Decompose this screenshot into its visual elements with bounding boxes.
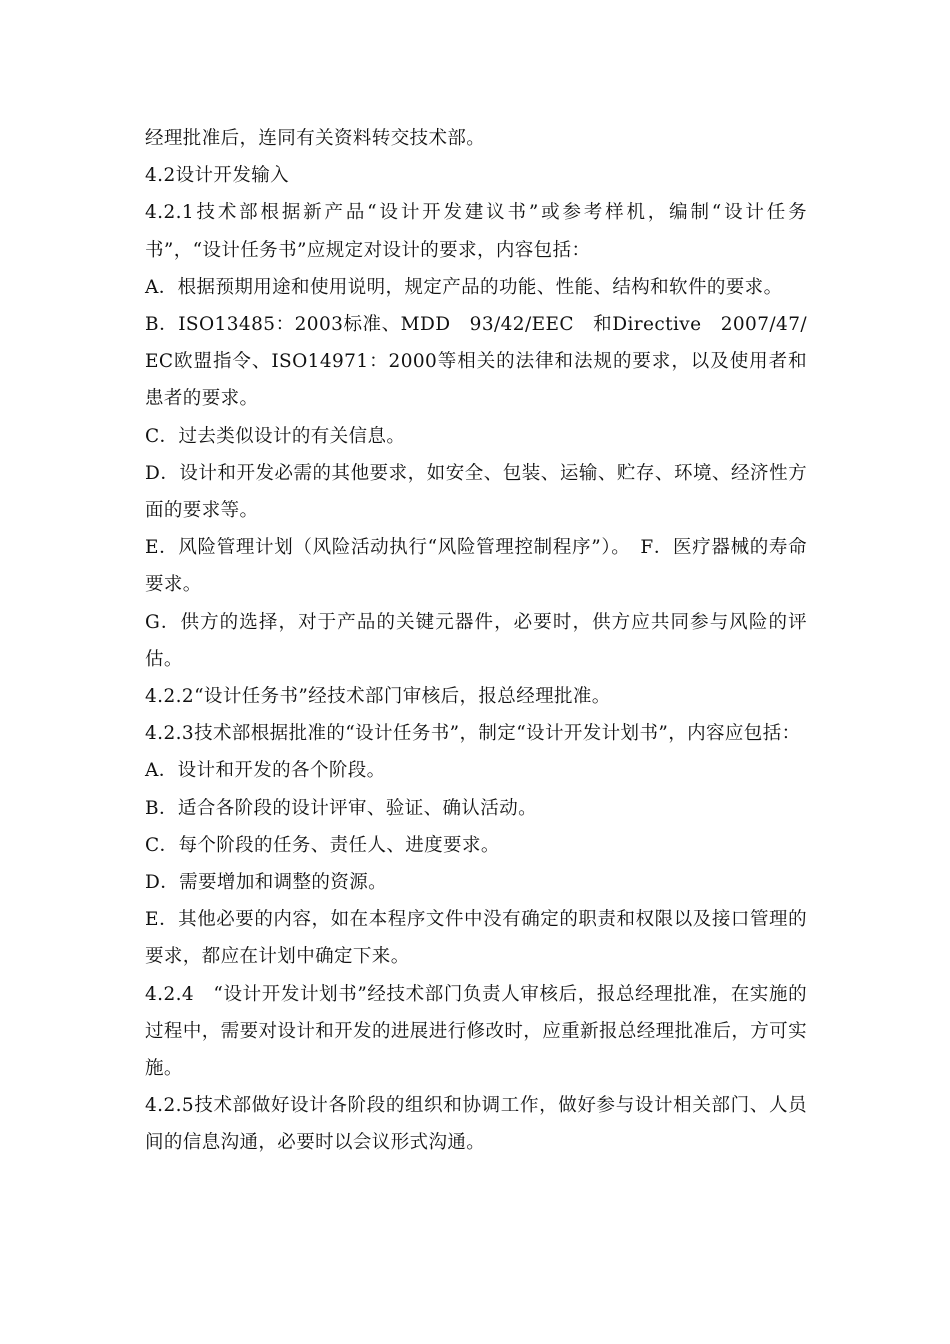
list-item-b-review-verification: B．适合各阶段的设计评审、验证、确认活动。	[145, 797, 537, 819]
list-item-e-other-content: E．其他必要的内容，如在本程序文件中没有确定的职责和权限以及接口管理的要求，都应在计划中确定下来。	[145, 909, 807, 968]
paragraph-4-2-4: 4.2.4 “设计开发计划书”经技术部门负责人审核后，报总经理批准，在实施的过程中，需要对设计和开发的进展进行修改时，应重新报总经理批准后，方可实施。	[145, 983, 807, 1080]
list-item-d-resources: D．需要增加和调整的资源。	[145, 872, 388, 894]
list-item-b-standards: B．ISO13485：2003标准、MDD 93/42/EEC 和Directive 2007/47/EC欧盟指令、ISO14971：2000等相关的法律和法规的要求，以及使用者和患者的要求。	[145, 314, 807, 410]
list-item-g-supplier-selection: G．供方的选择，对于产品的关键元器件，必要时，供方应共同参与风险的评估。	[145, 611, 807, 670]
paragraph-approval-transfer: 经理批准后，连同有关资料转交技术部。	[145, 128, 486, 149]
paragraph-4-2-5: 4.2.5技术部做好设计各阶段的组织和协调工作，做好参与设计相关部门、人员间的信息沟通，必要时以会议形式沟通。	[145, 1095, 807, 1154]
list-item-c-similar-designs: C．过去类似设计的有关信息。	[145, 425, 406, 447]
list-item-a-intended-use: A．根据预期用途和使用说明，规定产品的功能、性能、结构和软件的要求。	[145, 276, 783, 298]
paragraph-4-2-3: 4.2.3技术部根据批准的“设计任务书”，制定“设计开发计划书”，内容应包括：	[145, 723, 801, 745]
list-item-d-other-requirements: D．设计和开发必需的其他要求，如安全、包装、运输、贮存、环境、经济性方面的要求等。	[145, 462, 807, 522]
document-body	[145, 120, 807, 1162]
list-item-e-f-risk-and-lifetime: E．风险管理计划（风险活动执行“风险管理控制程序”）。 F．医疗器械的寿命要求。	[145, 537, 807, 596]
heading-4-2-design-input: 4.2设计开发输入	[145, 165, 290, 187]
paragraph-4-2-1: 4.2.1技术部根据新产品“设计开发建议书”或参考样机，编制“设计任务书”，“设计任务书”应规定对设计的要求，内容包括：	[145, 202, 807, 261]
list-item-a-stages: A．设计和开发的各个阶段。	[145, 760, 386, 782]
paragraph-4-2-2: 4.2.2“设计任务书”经技术部门审核后，报总经理批准。	[145, 686, 611, 708]
list-item-c-tasks-schedule: C．每个阶段的任务、责任人、进度要求。	[145, 834, 500, 856]
